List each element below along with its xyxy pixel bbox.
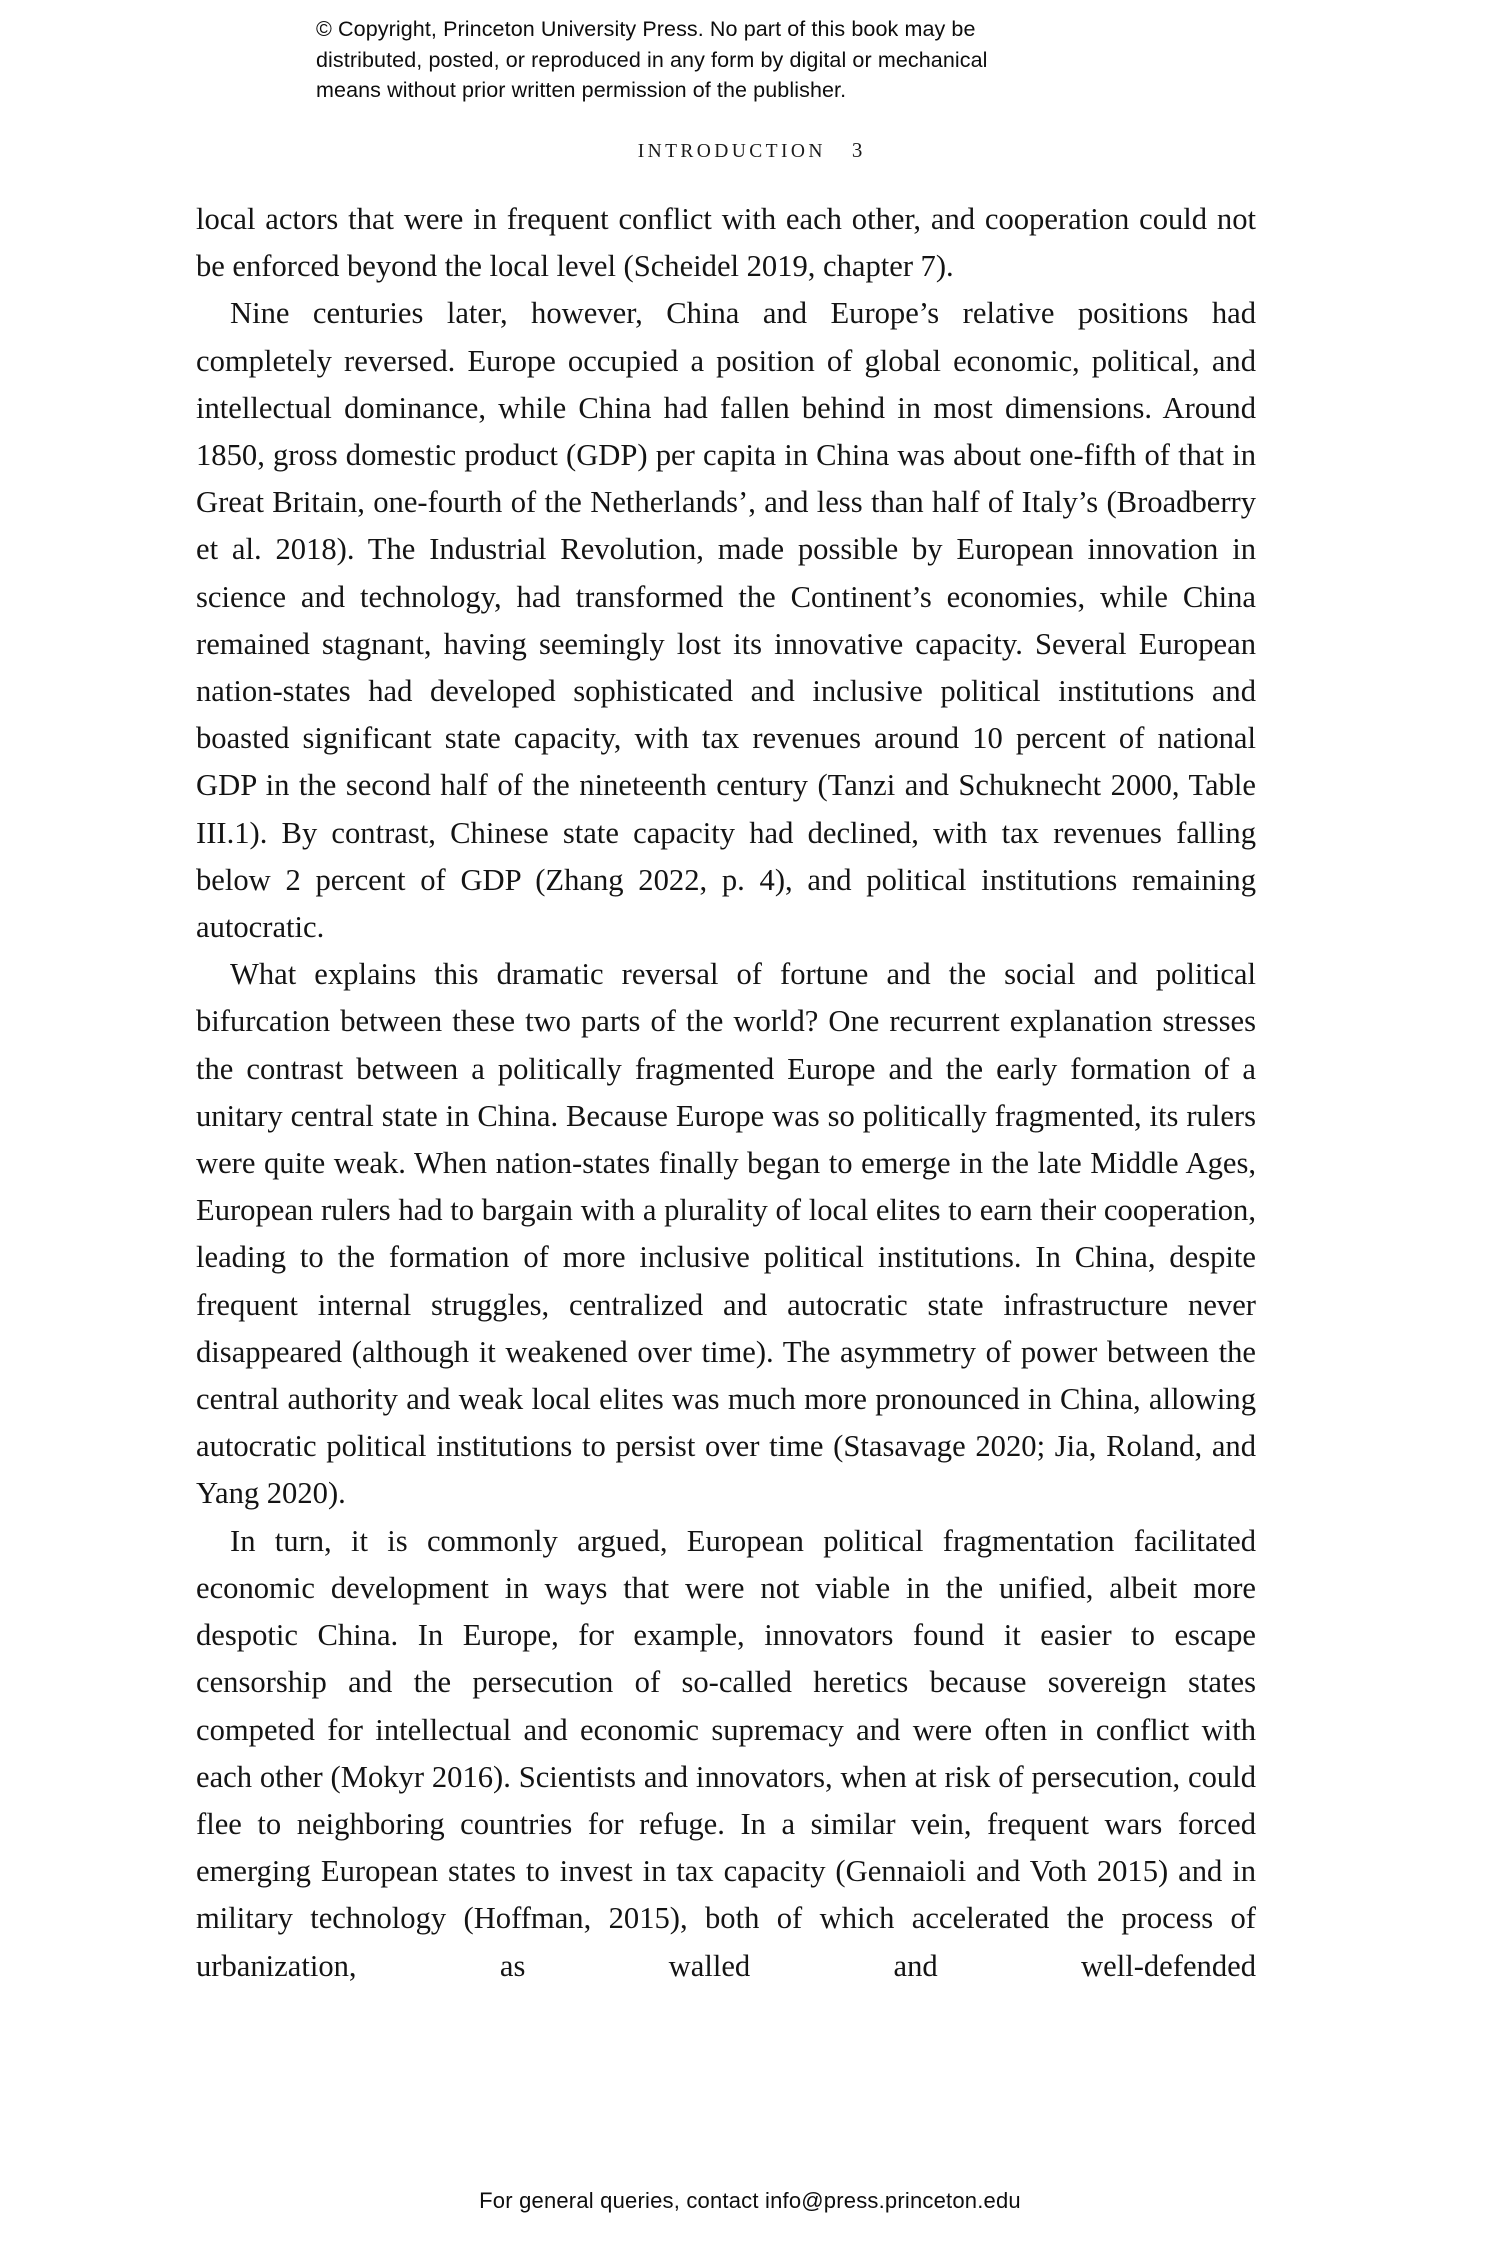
paragraph-nine-centuries: Nine centuries later, however, China and Europe’s relative positions had completely reversed. Europe occupied a position of global economic, political, and intellectual dominance, while China had fallen behind in most dimensions. Around 1850, gross domestic product (GDP) per capita in China was about one-fifth of that in Great Britain, one-fourth of the Netherlands’, and less than half of Italy’s (Broadberry et al. 2018). The Industrial Revolution, made possible by European innovation in science and technology, had transformed the Continent’s economies, while China remained stagnant, having seemingly lost its innovative capacity. Several European nation-states had developed sophisticated and inclusive political institutions and boasted significant state capacity, with tax revenues around 10 percent of national GDP in the second half of the nineteenth century (Tanzi and Schuknecht 2000, Table III.1). By contrast, Chinese state capacity had declined, with tax revenues falling below 2 percent of GDP (Zhang 2022, p. 4), and political institutions remaining autocratic.: [196, 296, 1256, 945]
running-head-title: INTRODUCTION: [637, 141, 826, 162]
copyright-line-2: distributed, posted, or reproduced in any form by digital or mechanical: [316, 47, 988, 72]
paragraph-in-turn: In turn, it is commonly argued, European political fragmentation facilitated economic development in ways that were not viable in the unified, albeit more despotic China. In Europe, for example, innovators found it easier to escape censorship and the persecution of so-called heretics because sovereign states competed for intellectual and economic supremacy and were often in conflict with each other (Mokyr 2016). Scientists and innovators, when at risk of persecution, could flee to neighboring countries for refuge. In a similar vein, frequent wars forced emerging European states to invest in tax capacity (Gennaioli and Voth 2015) and in military technology (Hoffman, 2015), both of which accelerated the process of urbanization, as walled and well-defended: [196, 1523, 1256, 1983]
page-number: 3: [851, 138, 863, 162]
copyright-line-3: means without prior written permission of the publisher.: [316, 78, 847, 102]
copyright-line-1: © Copyright, Princeton University Press. No part of this book may be: [316, 17, 976, 41]
body-text-column: [196, 196, 1256, 2037]
paragraph-what-explains: What explains this dramatic reversal of fortune and the social and political bifurcation between these two parts of the world? One recurrent explanation stresses the contrast between a politically fragmented Europe and the early formation of a unitary central state in China. Because Europe was so politically fragmented, its rulers were quite weak. When nation-states finally began to emerge in the late Middle Ages, European rulers had to bargain with a plurality of local elites to earn their cooperation, leading to the formation of more inclusive political institutions. In China, despite frequent internal struggles, centralized and autocratic state infrastructure never disappeared (although it weakened over time). The asymmetry of power between the central authority and weak local elites was much more pronounced in China, allowing autocratic political institutions to persist over time (Stasavage 2020; Jia, Roland, and Yang 2020).: [196, 957, 1256, 1511]
copyright-notice: [316, 14, 1196, 106]
footer-queries-note: For general queries, contact info@press.princeton.edu: [479, 2188, 1021, 2213]
paragraph-continued: local actors that were in frequent conflict with each other, and cooperation could not be enforced beyond the local level (Scheidel 2019, chapter 7).: [196, 202, 1256, 284]
running-head: [0, 138, 1500, 163]
